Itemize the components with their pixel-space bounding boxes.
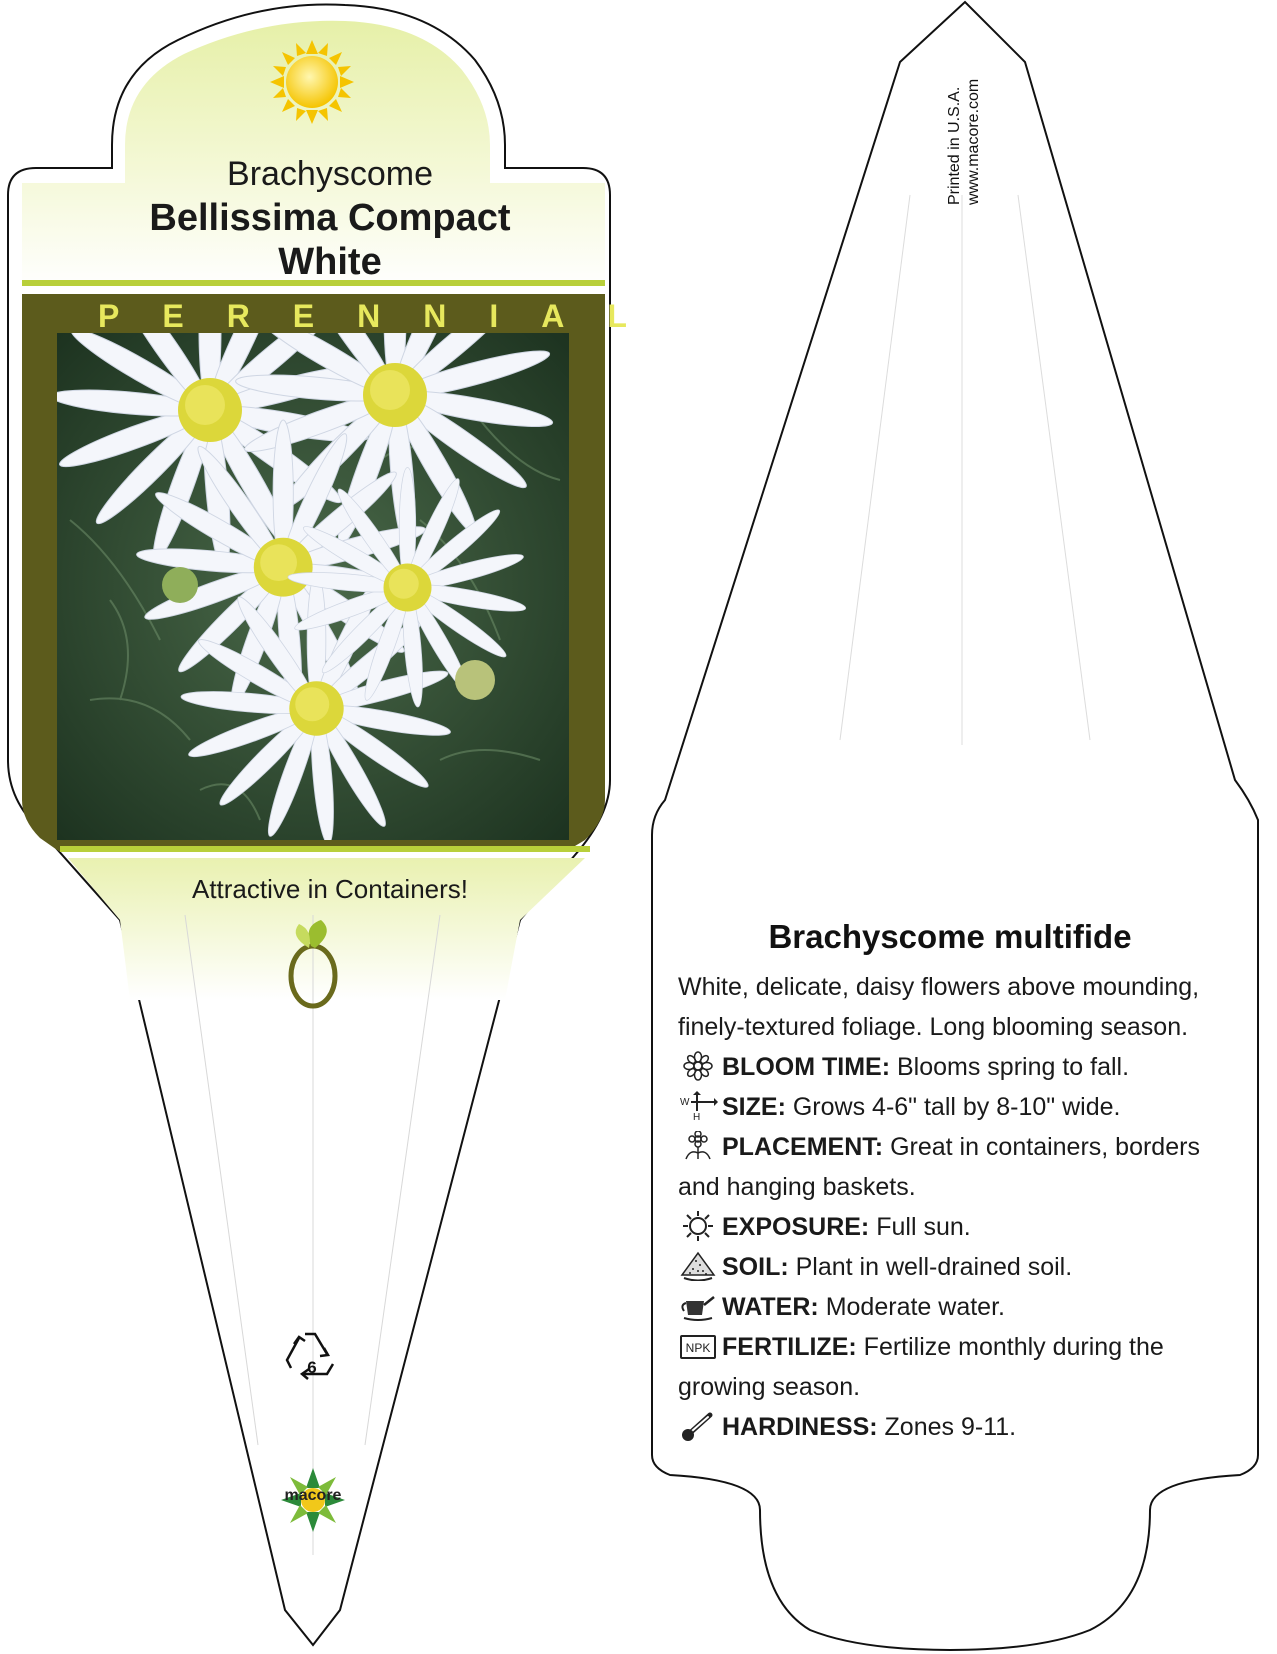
plant-description: White, delicate, daisy flowers above mounding, finely-textured foliage. Long blooming season.: [678, 973, 1200, 1041]
tagline: Attractive in Containers!: [191, 874, 468, 904]
thermometer-icon: [678, 1411, 718, 1441]
spec-water: [678, 1287, 1238, 1327]
svg-text:W: W: [680, 1097, 690, 1108]
website-text: www.macore.com: [965, 78, 982, 205]
variety-line-2: White: [278, 241, 382, 283]
spec-label: BLOOM TIME:: [722, 1053, 891, 1081]
spec-fertilize: [678, 1327, 1238, 1407]
spec-soil: [678, 1247, 1238, 1287]
print-info: [945, 79, 983, 205]
spec-label: HARDINESS:: [722, 1413, 878, 1441]
watering-can-icon: [678, 1291, 718, 1321]
recycle-code: 6: [307, 1358, 317, 1377]
spec-value: Great in containers, borders and hanging baskets.: [678, 1133, 1200, 1201]
printed-in-text: Printed in U.S.A.: [946, 86, 963, 205]
spec-label: SOIL:: [722, 1253, 789, 1281]
plant-info: [678, 967, 1238, 1447]
size-icon: [678, 1091, 718, 1121]
variety-line-1: Bellissima Compact: [149, 197, 511, 239]
plant-variety: [50, 196, 610, 284]
spec-label: SIZE:: [722, 1093, 786, 1121]
spec-value: Blooms spring to fall.: [896, 1053, 1130, 1081]
category-label: PERENNIAL: [98, 298, 670, 334]
spec-value: Plant in well-drained soil.: [795, 1253, 1073, 1281]
spec-label: FERTILIZE:: [722, 1333, 857, 1361]
spec-bloom-time: [678, 1047, 1238, 1087]
spec-value: Zones 9-11.: [884, 1413, 1017, 1441]
flower-icon: [678, 1051, 718, 1081]
spec-value: Grows 4-6" tall by 8-10" wide.: [792, 1093, 1121, 1121]
spec-value: Full sun.: [876, 1213, 971, 1241]
sun-icon: [270, 40, 354, 124]
plant-genus: Brachyscome: [227, 155, 433, 193]
soil-icon: [678, 1251, 718, 1281]
spec-value: Moderate water.: [825, 1293, 1005, 1321]
spec-value: Fertilize monthly during the growing season.: [678, 1333, 1164, 1401]
spec-label: PLACEMENT:: [722, 1133, 884, 1161]
spec-size: [678, 1087, 1238, 1127]
spec-hardiness: [678, 1407, 1238, 1447]
svg-text:NPK: NPK: [685, 1341, 711, 1355]
sun-icon: [678, 1211, 718, 1241]
placement-icon: [678, 1131, 718, 1161]
npk-icon: [678, 1331, 718, 1361]
brand-name: macore: [284, 1487, 342, 1504]
spec-exposure: [678, 1207, 1238, 1247]
spec-placement: [678, 1127, 1238, 1207]
spec-label: EXPOSURE:: [722, 1213, 870, 1241]
svg-text:H: H: [693, 1112, 701, 1121]
spec-label: WATER:: [722, 1293, 819, 1321]
botanical-name: Brachyscome multifide: [768, 918, 1132, 955]
